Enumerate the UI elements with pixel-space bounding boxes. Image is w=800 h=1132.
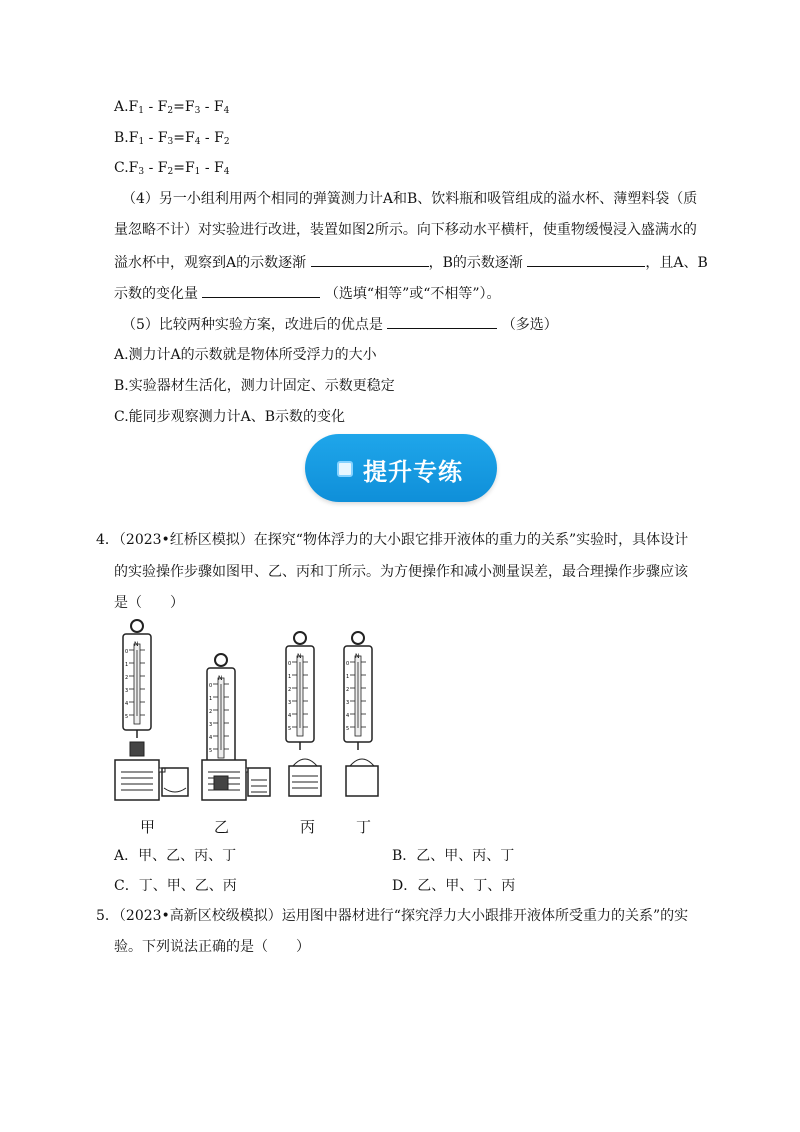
scale-unit-label: N: [218, 675, 223, 682]
scale-tick-label: 4: [346, 713, 350, 719]
q4-option-a[interactable]: A．甲、乙、丙、丁: [114, 848, 237, 864]
scale-tick-label: 5: [209, 748, 213, 754]
scale-tick-label: 3: [209, 722, 213, 728]
q4-number: 4．: [96, 532, 119, 548]
answer-blank-advantages[interactable]: [387, 314, 497, 329]
part4-line3: 溢水杯中，观察到A的示数逐渐 ，B的示数逐渐 ，且A、B: [114, 252, 708, 273]
scale-tick-label: 4: [209, 735, 213, 741]
spring-scale-diagram: [110, 618, 410, 838]
figure-label-yi: 乙: [214, 818, 230, 836]
scale-yi: [202, 654, 270, 800]
scale-tick-label: 2: [125, 675, 129, 681]
scale-tick-label: 5: [125, 714, 129, 720]
scale-tick-label: 3: [288, 700, 292, 706]
scale-tick-label: 4: [288, 713, 292, 719]
q5-number: 5．: [96, 908, 119, 924]
scale-tick-label: 0: [209, 683, 213, 689]
q4-figure: [110, 618, 410, 838]
scale-tick-label: 3: [346, 700, 350, 706]
part4-line4: 示数的变化量 （选填“相等”或“不相等”）。: [114, 283, 501, 304]
scale-tick-label: 0: [125, 649, 129, 655]
scale-tick-label: 1: [288, 674, 292, 680]
scale-jia: [115, 620, 188, 800]
scale-unit-label: N: [134, 641, 139, 648]
q4-option-d[interactable]: D．乙、甲、丁、丙: [392, 878, 516, 894]
part5-stem: （5）比较两种实验方案，改进后的优点是 （多选）: [122, 314, 558, 335]
figure-label-bing: 丙: [300, 818, 316, 836]
answer-blank-a-trend[interactable]: [311, 252, 429, 267]
answer-blank-change-amount[interactable]: [202, 283, 320, 298]
q5-line2: 验。下列说法正确的是（ ）: [114, 939, 310, 955]
section-banner: [305, 434, 497, 502]
scale-tick-label: 2: [209, 709, 213, 715]
part4-line2: 量忽略不计）对实验进行改进，装置如图2所示。向下移动水平横杆，使重物缓慢浸入盛满水的: [114, 222, 697, 238]
q4-line1: 4．（2023•红桥区模拟）在探究“物体浮力的大小跟它排开液体的重力的关系”实验时，具体设计: [96, 532, 689, 548]
q4-option-c[interactable]: C．丁、甲、乙、丙: [114, 878, 237, 894]
q4-line2: 的实验操作步骤如图甲、乙、丙和丁所示。为方便操作和减小测量误差，最合理操作步骤应该: [114, 564, 688, 580]
scale-tick-label: 0: [346, 661, 350, 667]
q3-option-b: $B.F_1 - F_3=F_4 - F_2$: [114, 130, 230, 147]
scale-tick-label: 5: [346, 726, 350, 732]
part4-line1: （4）另一小组利用两个相同的弹簧测力计A和B、饮料瓶和吸管组成的溢水杯、薄塑料袋（质: [122, 191, 698, 207]
scale-unit-label: N: [355, 653, 360, 660]
banner-square-icon: [337, 461, 353, 477]
scale-tick-label: 3: [125, 688, 129, 694]
scale-tick-label: 1: [209, 696, 213, 702]
q3-option-c: $C.F_3 - F_2=F_1 - F_4$: [114, 160, 230, 177]
scale-bing: [286, 632, 321, 796]
part5-option-a: A.测力计A的示数就是物体所受浮力的大小: [114, 347, 377, 363]
q5-line1: 5．（2023•高新区校级模拟）运用图中器材进行“探究浮力大小跟排开液体所受重力的关系”的实: [96, 908, 689, 924]
figure-label-ding: 丁: [356, 818, 372, 836]
part5-option-c: C.能同步观察测力计A、B示数的变化: [114, 409, 346, 425]
scale-tick-label: 4: [125, 701, 129, 707]
q4-line3: 是（ ）: [114, 595, 184, 611]
scale-tick-label: 2: [346, 687, 350, 693]
scale-tick-label: 1: [346, 674, 350, 680]
answer-blank-b-trend[interactable]: [527, 252, 645, 267]
scale-tick-label: 1: [125, 662, 129, 668]
scale-unit-label: N: [297, 653, 302, 660]
scale-tick-label: 2: [288, 687, 292, 693]
q4-option-b[interactable]: B．乙、甲、丙、丁: [392, 848, 515, 864]
scale-tick-label: 0: [288, 661, 292, 667]
part5-option-b: B.实验器材生活化，测力计固定、示数更稳定: [114, 378, 395, 394]
banner-title: 提升专练: [363, 458, 463, 486]
figure-label-jia: 甲: [140, 818, 156, 836]
q3-option-a: $A.F_1 - F_2=F_3 - F_4$: [114, 99, 230, 116]
scale-tick-label: 5: [288, 726, 292, 732]
